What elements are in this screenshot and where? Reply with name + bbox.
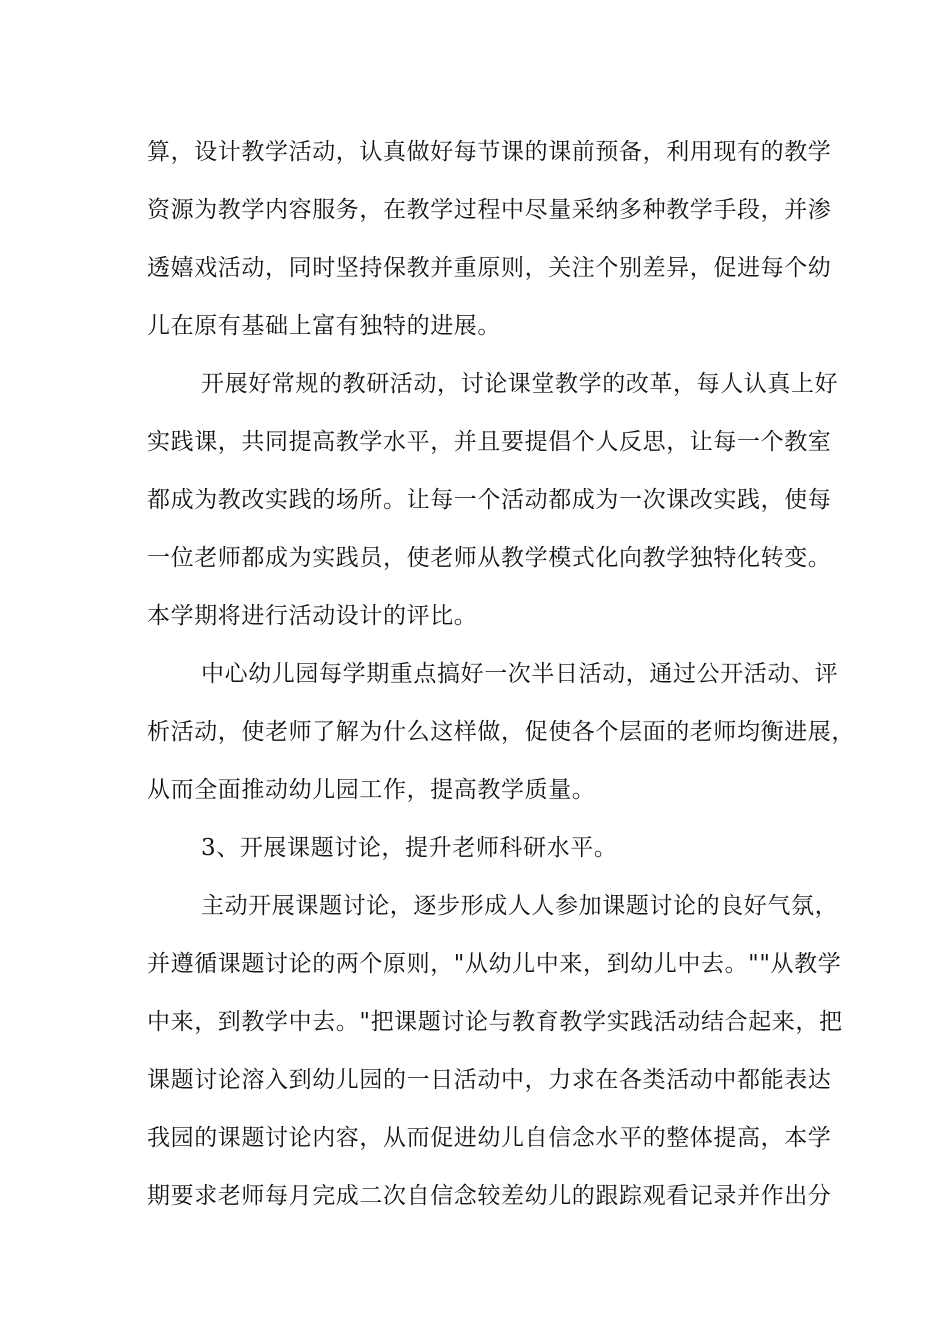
text-line: 一位老师都成为实践员，使老师从教学模式化向教学独特化转变。 [147,545,832,571]
text-line: 资源为教学内容服务，在教学过程中尽量采纳多种教学手段，并渗 [147,197,832,223]
text-line: 并遵循课题讨论的两个原则，"从幼儿中来，到幼儿中去。""从教学 [147,951,842,977]
text-line: 课题讨论溶入到幼儿园的一日活动中，力求在各类活动中都能表达 [147,1067,832,1093]
paragraph-first-line: 主动开展课题讨论，逐步形成人人参加课题讨论的良好气氛， [201,893,839,919]
text-line: 本学期将进行活动设计的评比。 [147,603,478,629]
text-line: 从而全面推动幼儿园工作，提高教学质量。 [147,777,596,803]
text-line: 中来，到教学中去。"把课题讨论与教育教学实践活动结合起来，把 [147,1009,843,1035]
text-line: 算，设计教学活动，认真做好每节课的课前预备，利用现有的教学 [147,139,832,165]
text-line: 析活动，使老师了解为什么这样做，促使各个层面的老师均衡进展， [147,719,855,745]
text-line: 透嬉戏活动，同时坚持保教并重原则，关注个别差异，促进每个幼 [147,255,832,281]
text-line: 都成为教改实践的场所。让每一个活动都成为一次课改实践，使每 [147,487,832,513]
text-line: 儿在原有基础上富有独特的进展。 [147,313,501,339]
section-heading: 3、开展课题讨论，提升老师科研水平。 [201,835,618,861]
paragraph-first-line: 中心幼儿园每学期重点搞好一次半日活动，通过公开活动、评 [201,661,839,687]
text-line: 期要求老师每月完成二次自信念较差幼儿的跟踪观看记录并作出分 [147,1183,832,1209]
paragraph-first-line: 开展好常规的教研活动，讨论课堂教学的改革，每人认真上好 [201,371,839,397]
text-line: 实践课，共同提高教学水平，并且要提倡个人反思，让每一个教室 [147,429,832,455]
text-line: 我园的课题讨论内容，从而促进幼儿自信念水平的整体提高，本学 [147,1125,832,1151]
